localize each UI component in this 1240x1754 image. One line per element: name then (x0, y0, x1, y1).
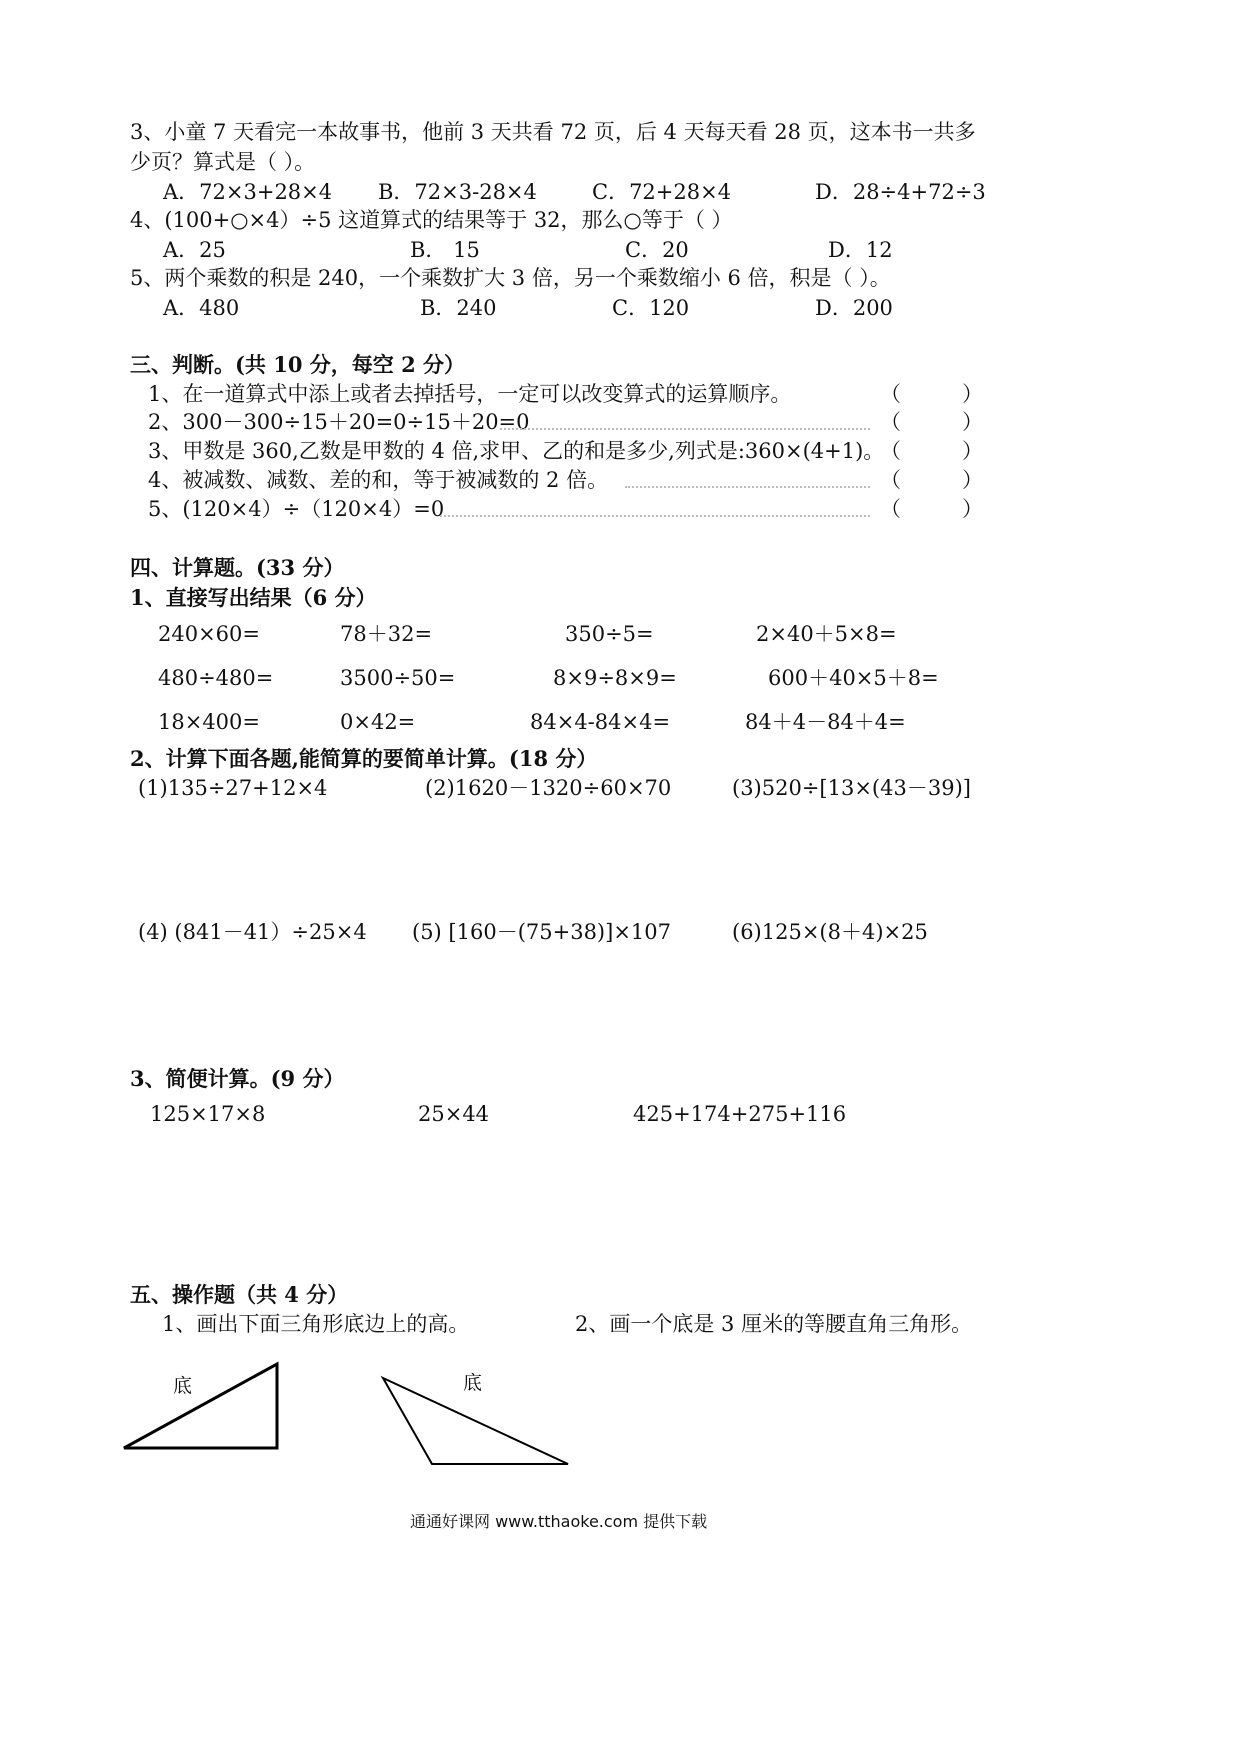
simple-item: 425+174+275+116 (633, 1102, 847, 1126)
oral-item: 2×40＋5×8= (756, 622, 897, 646)
judge-item-1: 1、在一道算式中添上或者去掉括号，一定可以改变算式的运算顺序。 (148, 382, 792, 406)
judge-answer-close-4: ） (962, 468, 983, 492)
oral-item: 8×9÷8×9= (553, 666, 677, 690)
q3-option-a: A．72×3+28×4 (163, 180, 333, 204)
judge-answer-close-5: ） (962, 497, 983, 521)
calc-item: (5) [160－(75+38)]×107 (412, 920, 671, 944)
judge-item-2: 2、300－300÷15＋20=0÷15＋20=0 (148, 410, 530, 434)
judge-answer-open-5: （ (880, 497, 901, 521)
section4-title: 四、计算题。(33 分） (130, 555, 345, 580)
q5-option-c: C．120 (612, 296, 690, 320)
page-footer: 通通好课网 www.tthaoke.com 提供下载 (410, 1512, 708, 1531)
calc-item: (2)1620－1320÷60×70 (425, 776, 672, 800)
operation-q1: 1、画出下面三角形底边上的高。 (162, 1312, 470, 1336)
oral-item: 84＋4－84＋4= (745, 710, 906, 734)
simple-item: 125×17×8 (150, 1102, 266, 1126)
calc-item: (6)125×(8＋4)×25 (732, 920, 928, 944)
judge-item-5: 5、(120×4）÷（120×4）=0 (148, 497, 445, 521)
right-triangle (124, 1364, 277, 1448)
judge-answer-close-3: ） (962, 439, 983, 463)
q4-option-a: A．25 (163, 238, 226, 262)
q5-line: 5、两个乘数的积是 240，一个乘数扩大 3 倍，另一个乘数缩小 6 倍，积是（ ）。 (130, 266, 891, 290)
triangle2-base-label: 底 (463, 1372, 483, 1394)
q3-option-d: D．28÷4+72÷3 (815, 180, 986, 204)
judge-item-3: 3、甲数是 360,乙数是甲数的 4 倍,求甲、乙的和是多少,列式是:360×(4+1)。 (148, 439, 885, 463)
section4-sub2-title: 2、计算下面各题,能简算的要简单计算。(18 分） (130, 746, 598, 771)
q4-option-d: D．12 (828, 238, 893, 262)
calc-item: (3)520÷[13×(43－39)] (732, 776, 971, 800)
judge-answer-open-1: （ (880, 382, 901, 406)
judge-answer-close-2: ） (962, 410, 983, 434)
section3-title: 三、判断。(共 10 分，每空 2 分） (130, 352, 466, 377)
judge-answer-open-4: （ (880, 468, 901, 492)
judge-answer-open-2: （ (880, 410, 901, 434)
q3-option-c: C．72+28×4 (592, 180, 732, 204)
oral-item: 350÷5= (565, 622, 654, 646)
triangle1-base-label: 底 (173, 1375, 193, 1397)
judge-item-4: 4、被减数、减数、差的和，等于被减数的 2 倍。 (148, 468, 609, 492)
q4-option-c: C．20 (625, 238, 689, 262)
operation-q2: 2、画一个底是 3 厘米的等腰直角三角形。 (575, 1312, 973, 1336)
oral-item: 480÷480= (158, 666, 274, 690)
section4-sub3-title: 3、简便计算。(9 分） (130, 1066, 345, 1091)
q4-line: 4、(100+○×4）÷5 这道算式的结果等于 32，那么○等于（ ） (130, 208, 733, 232)
oral-item: 78＋32= (340, 622, 433, 646)
q5-option-a: A．480 (163, 296, 240, 320)
oral-item: 0×42= (340, 710, 416, 734)
calc-item: (4) (841－41）÷25×4 (138, 920, 367, 944)
judge-answer-open-3: （ (880, 439, 901, 463)
oral-item: 3500÷50= (340, 666, 456, 690)
oral-item: 84×4-84×4= (530, 710, 671, 734)
q5-option-b: B．240 (420, 296, 497, 320)
q4-option-b: B． 15 (410, 238, 480, 262)
calc-item: (1)135÷27+12×4 (138, 776, 328, 800)
q5-option-d: D．200 (815, 296, 893, 320)
oral-item: 18×400= (158, 710, 260, 734)
section4-sub1-title: 1、直接写出结果（6 分） (130, 585, 377, 610)
q3-line2: 少页？算式是（ ）。 (130, 150, 316, 174)
judge-answer-close-1: ） (962, 382, 983, 406)
oral-item: 240×60= (158, 622, 260, 646)
q3-option-b: B．72×3-28×4 (378, 180, 537, 204)
oral-item: 600＋40×5＋8= (768, 666, 939, 690)
section5-title: 五、操作题（共 4 分） (130, 1282, 349, 1307)
q3-line1: 3、小童 7 天看完一本故事书，他前 3 天共看 72 页，后 4 天每天看 28 页，这本书一共多 (130, 120, 976, 144)
simple-item: 25×44 (418, 1102, 490, 1126)
